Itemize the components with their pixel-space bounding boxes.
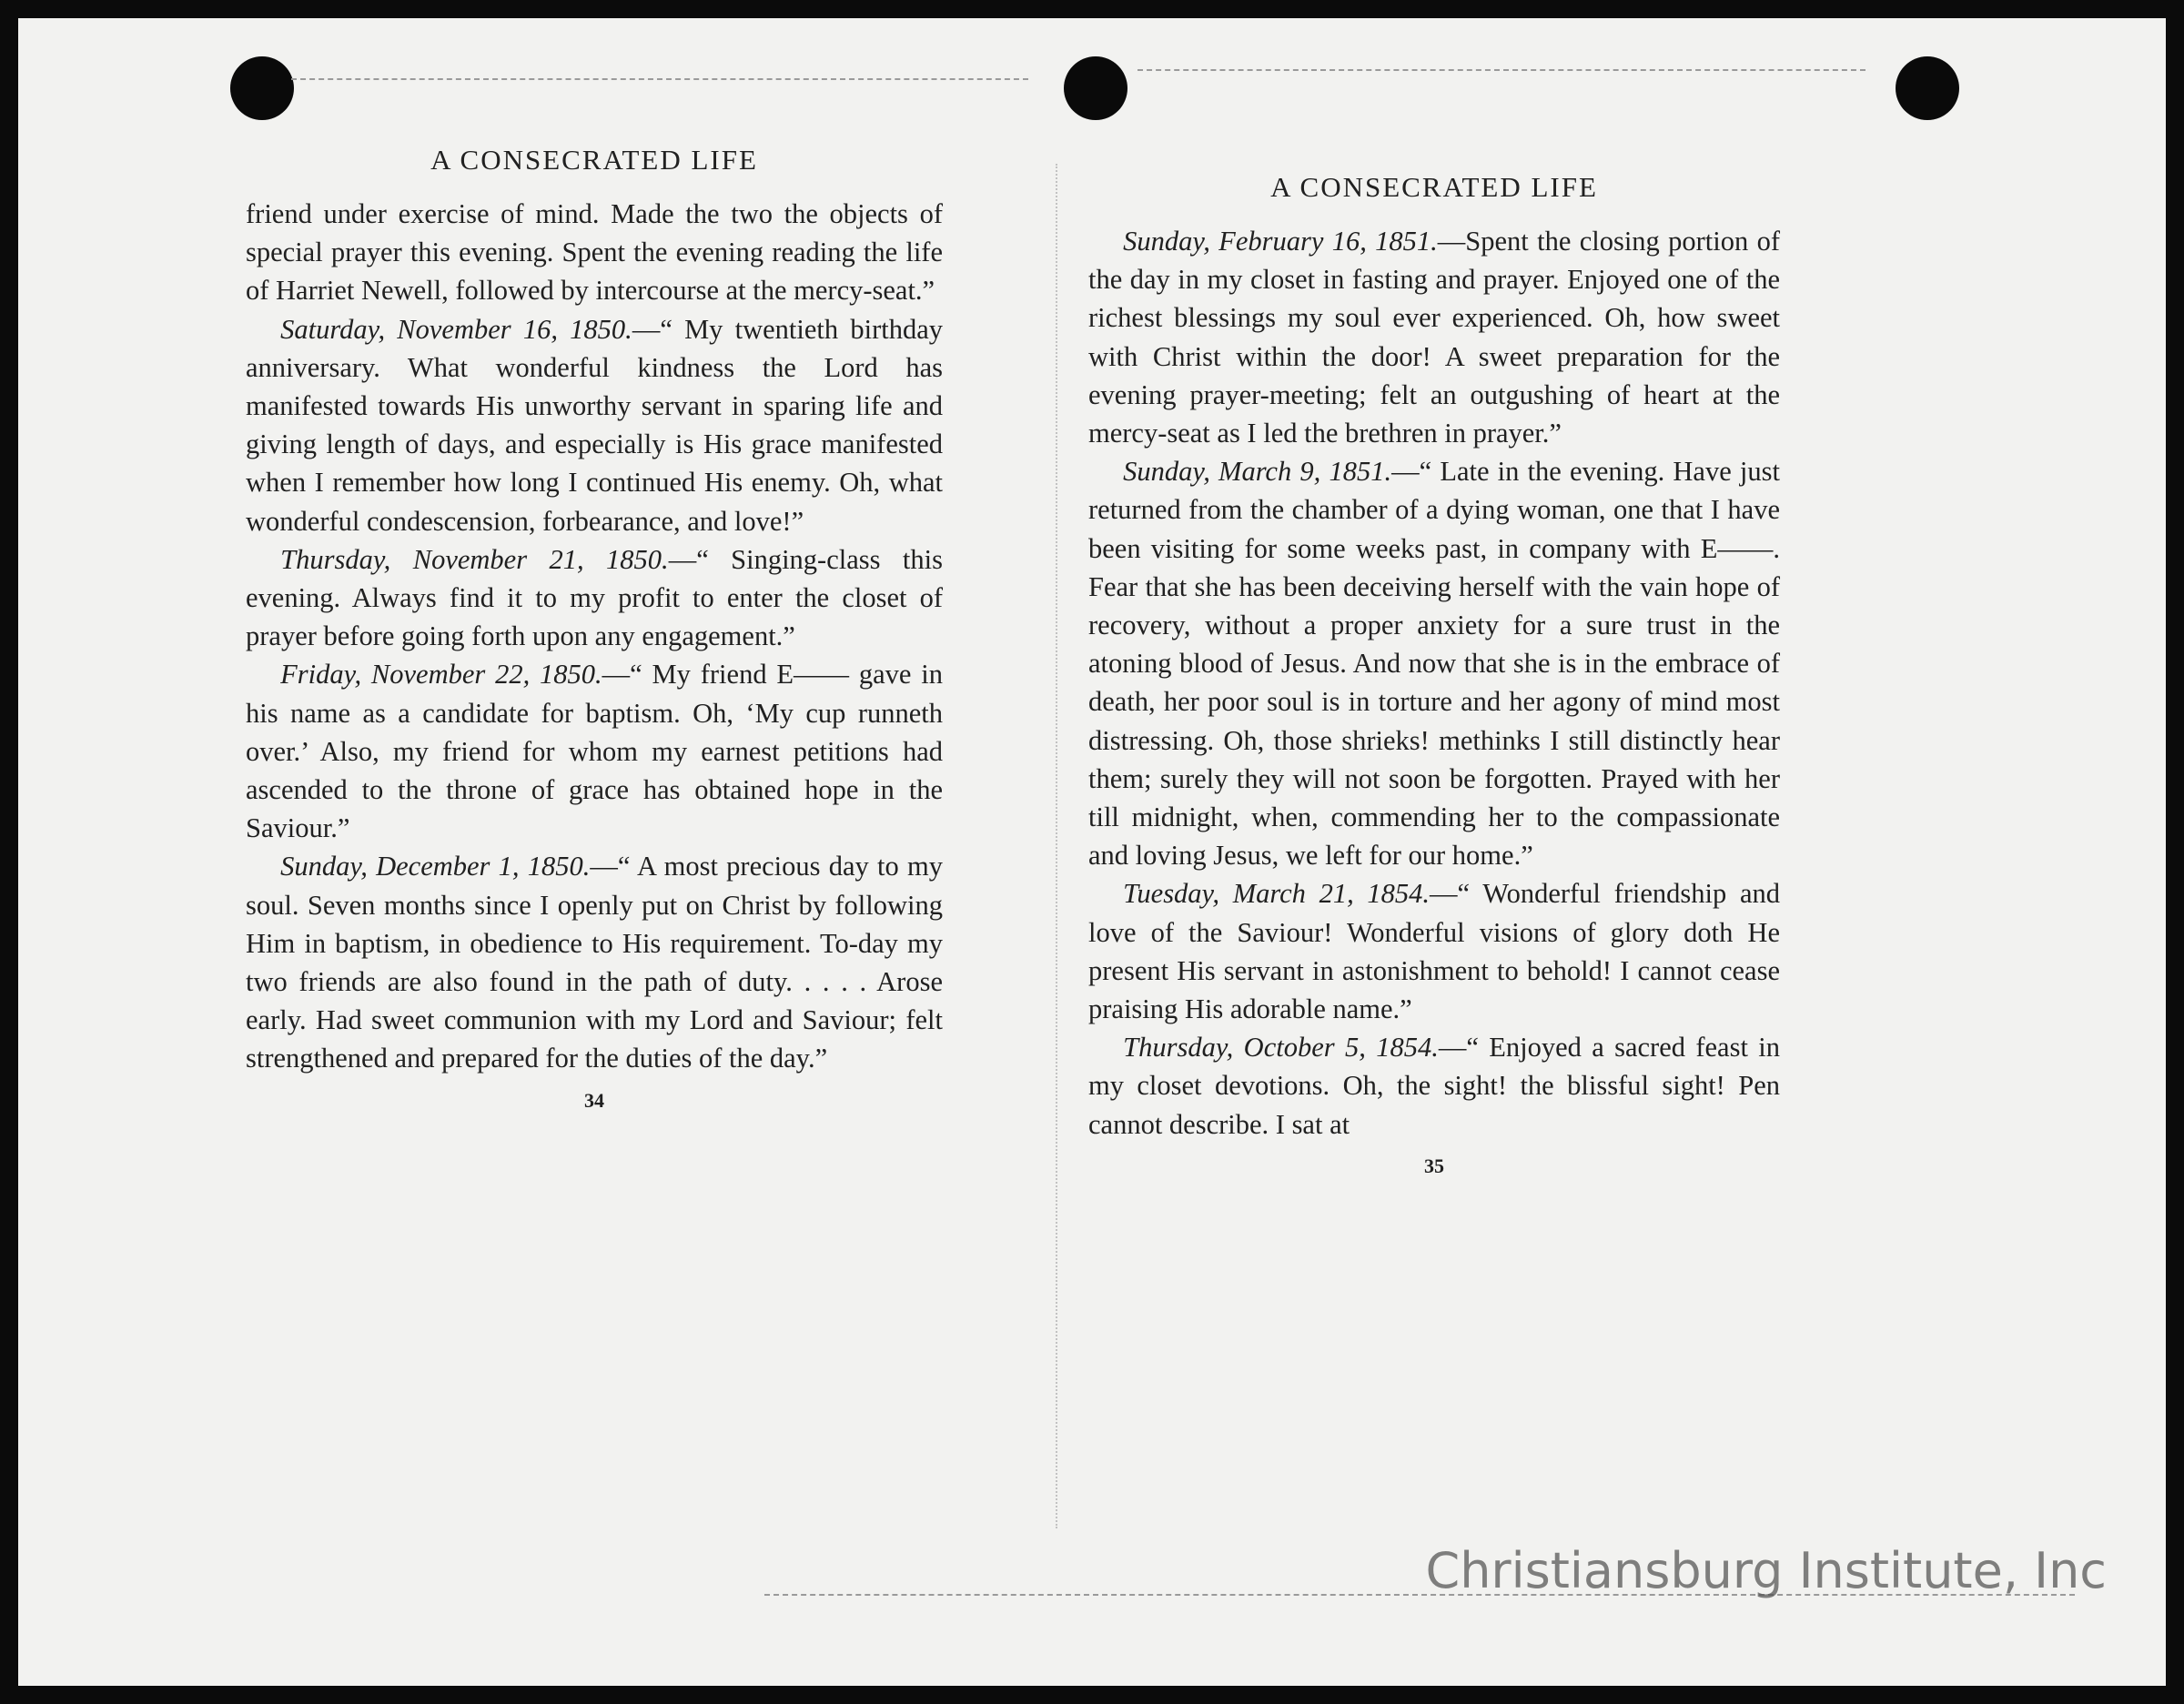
journal-entry	[1088, 452, 1780, 874]
journal-entry	[246, 847, 943, 1077]
entry-text: —Spent the closing portion of the day in my closet in fasting and prayer. Enjoyed one of the richest blessings my soul ever experienced. Oh, how sweet with Christ within the door! A sweet preparation for the evening prayer-meeting; felt an outgushing of heart at the mercy-seat as I led the brethren in prayer.”	[1088, 226, 1780, 449]
entry-text: —“ My twentieth birthday anniversary. What wonderful kindness the Lord has manifested towards His unworthy servant in sparing life and giving length of days, and especially is His grace manifested when I remember how long I continued His enemy. Oh, what wonderful condescension, forbearance, and love!”	[246, 313, 943, 537]
journal-entry	[246, 310, 943, 540]
top-edge-line-right	[1138, 69, 1866, 71]
top-edge-line-left	[291, 78, 1028, 80]
center-fold-line	[1056, 164, 1057, 1528]
punch-hole-left	[230, 56, 294, 120]
entry-text: —“ My friend E—— gave in his name as a candidate for baptism. Oh, ‘My cup runneth over.’ Also, my friend for whom my earnest petitions had ascended to the throne of grace has obtained hope in the Saviour.”	[246, 659, 943, 844]
punch-hole-right	[1896, 56, 1959, 120]
entry-date: Thursday, November 21, 1850.	[280, 543, 669, 575]
right-running-head: A CONSECRATED LIFE	[1270, 171, 1598, 203]
paper-sheet	[18, 18, 2166, 1686]
entry-date: Saturday, November 16, 1850.	[280, 313, 632, 345]
entry-text: —“ Enjoyed a sacred feast in my closet devotions. Oh, the sight! the blissful sight! Pen cannot describe. I sat at	[1088, 1032, 1781, 1140]
left-running-head: A CONSECRATED LIFE	[430, 144, 758, 176]
journal-entry	[246, 655, 943, 847]
left-page	[246, 144, 943, 1113]
entry-text: —“ Wonderful friendship and love of the Saviour! Wonderful visions of glory doth He present His servant in astonishment to behold! I cannot cease praising His adorable name.”	[1088, 878, 1780, 1025]
journal-entry	[1088, 222, 1780, 452]
left-page-body	[246, 195, 943, 1078]
entry-date: Sunday, March 9, 1851.	[1123, 456, 1392, 488]
entry-text: —“ Late in the evening. Have just returned from the chamber of a dying woman, one that I have been visiting for some weeks past, in company with E——. Fear that she has been deceiving herself with the vain hope of recovery, without a proper anxiety for a sure trust in the atoning blood of Jesus. And now that she is in the embrace of death, her poor soul is in torture and her agony of mind most distressing. Oh, those shrieks! methinks I still distinctly hear them; surely they will not soon be forgotten. Prayed with her till midnight, when, commending her to the compassionate and loving Jesus, we left for our home.”	[1088, 456, 1780, 872]
entry-date: Tuesday, March 21, 1854.	[1123, 878, 1431, 910]
right-page-number: 35	[1424, 1154, 1444, 1177]
entry-date: Sunday, December 1, 1850.	[280, 851, 591, 882]
entry-date: Sunday, February 16, 1851.	[1123, 226, 1438, 257]
entry-text: —“ Singing-class this evening. Always find it to my profit to enter the closet of prayer before going forth upon any engagement.”	[246, 543, 943, 652]
journal-entry	[1088, 874, 1780, 1028]
right-page	[1088, 171, 1780, 1178]
journal-entry	[246, 540, 943, 656]
watermark: Christiansburg Institute, Inc	[1425, 1542, 2107, 1599]
entry-text: friend under exercise of mind. Made the two the objects of special prayer this evening. Spent the evening reading the life of Harriet Newell, followed by intercourse at the mercy-seat.”	[246, 198, 943, 307]
journal-entry	[246, 195, 943, 310]
left-page-number: 34	[584, 1088, 604, 1112]
entry-date: Friday, November 22, 1850.	[280, 659, 602, 691]
entry-date: Thursday, October 5, 1854.	[1123, 1032, 1439, 1064]
entry-text: —“ A most precious day to my soul. Seven months since I openly put on Christ by following Him in baptism, in obedience to His requirement. To-day my two friends are also found in the path of duty. . . . . Arose early. Had sweet communion with my Lord and Saviour; felt strengthened and prepared for the duties of the day.”	[246, 851, 943, 1074]
punch-hole-center	[1064, 56, 1127, 120]
right-page-body	[1088, 222, 1780, 1144]
journal-entry	[1088, 1028, 1780, 1144]
